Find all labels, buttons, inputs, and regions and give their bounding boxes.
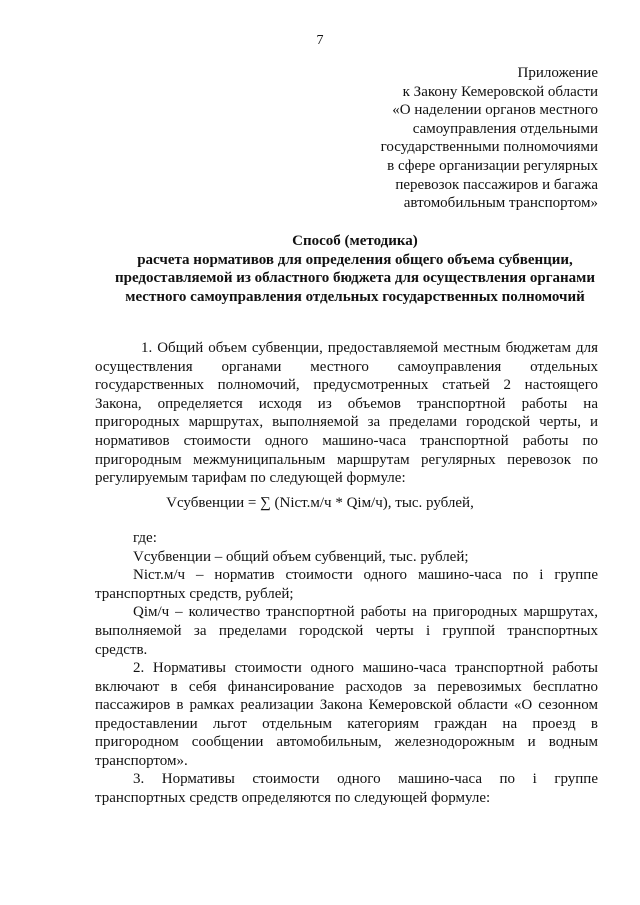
paragraph-line: 2. Нормативы стоимости одного машино-часа транспортной работы (133, 660, 598, 676)
formula-subvention: Vсубвенции = ∑ (Niст.м/ч * Qiм/ч), тыс. рублей, (166, 495, 474, 511)
document-title (90, 232, 620, 306)
paragraph-line: пассажиров в рамках реализации Закона Кемеровской области «О сезонном (95, 697, 598, 714)
paragraph-line: Закона, определяется исходя из объемов транспортной работы на (95, 395, 598, 412)
paragraph-line: государственных полномочий, предусмотренных статьей 2 настоящего (95, 377, 598, 394)
appendix-line: автомобильным транспортом» (403, 195, 598, 212)
paragraph-2 (95, 659, 598, 771)
title-line: предоставляемой из областного бюджета для осуществления органами (114, 270, 596, 287)
definition-q-cont: средств. (95, 641, 148, 658)
title-line: расчета нормативов для определения общего объема субвенции, (137, 251, 573, 268)
title-line: местного самоуправления отдельных государственных полномочий (125, 288, 585, 305)
definition-q-cont: выполняемой за пределами городской черты i группой транспортных (95, 622, 598, 639)
definition-q: Qiм/ч – количество транспортной работы на пригородных маршрутах, (133, 604, 598, 621)
paragraph-line: пригородных маршрутах, выполняемой за пределами городской черты, и (95, 414, 598, 431)
appendix-line: в сфере организации регулярных (387, 157, 598, 174)
appendix-heading (381, 64, 598, 213)
appendix-line: перевозок пассажиров и багажа (395, 176, 598, 193)
paragraph-line: осуществления органами местного самоуправления отдельных (95, 358, 598, 375)
paragraph-1 (95, 339, 598, 488)
definition-n: Niст.м/ч – норматив стоимости одного машино-часа по i группе (133, 567, 598, 584)
title-line: Способ (методика) (292, 233, 418, 249)
paragraph-3 (95, 770, 598, 807)
page-number: 7 (316, 33, 324, 48)
appendix-line: государственными полномочиями (380, 139, 598, 156)
appendix-line: самоуправления отдельными (412, 120, 598, 137)
definitions (95, 529, 598, 659)
paragraph-line: транспортных средств определяются по следующей формуле: (95, 789, 491, 806)
paragraph-line: 3. Нормативы стоимости одного машино-часа по i группе (133, 771, 598, 787)
paragraph-line: предоставлении льгот отдельным категориям граждан на проезд в (95, 715, 598, 732)
definition-v: Vсубвенции – общий объем субвенций, тыс. рублей; (133, 548, 469, 565)
definition-n-cont: транспортных средств, рублей; (95, 585, 294, 602)
paragraph-line: 1. Общий объем субвенции, предоставляемой местным бюджетам для (141, 340, 598, 356)
paragraph-line: транспортом». (95, 752, 188, 769)
appendix-line: Приложение (517, 65, 598, 81)
appendix-line: к Закону Кемеровской области (402, 83, 598, 100)
where-label: где: (133, 530, 157, 546)
paragraph-line: регулируемым тарифам по следующей формуле: (95, 470, 406, 487)
appendix-line: «О наделении органов местного (392, 102, 598, 119)
paragraph-line: пригородным межмуниципальным маршрутам регулярных перевозок по (95, 451, 598, 468)
paragraph-line: пригородном сообщении автомобильным, железнодорожным и водным (95, 734, 598, 751)
paragraph-line: нормативов стоимости одного машино-часа транспортной работы по (95, 432, 598, 449)
paragraph-line: включают в себя финансирование расходов за перевозимых бесплатно (95, 678, 598, 695)
